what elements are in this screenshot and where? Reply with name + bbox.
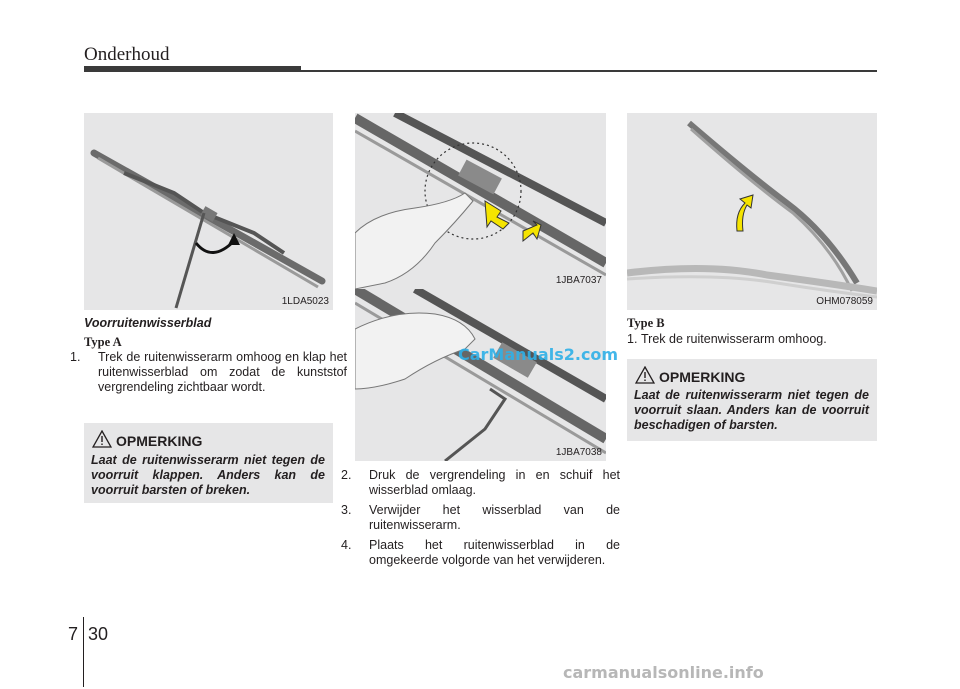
warning-icon [635, 366, 655, 384]
type-a-heading: Type A [84, 335, 122, 349]
type-b-heading: Type B [627, 316, 665, 330]
figure-lock-press [355, 113, 606, 289]
step-number: 1. [70, 350, 81, 364]
step-text: Druk de vergrendeling in en schuif het wisserblad omlaag. [369, 468, 620, 497]
step-3 [341, 503, 620, 533]
step-number: 3. [341, 503, 352, 517]
figure-code: OHM078059 [816, 296, 873, 307]
step-text: Trek de ruitenwisserarm omhoog. [641, 332, 827, 346]
step-1-type-a [70, 350, 347, 395]
figure-code: 1LDA5023 [281, 296, 329, 307]
step-text: Plaats het ruitenwisserblad in de omgekeerde volgorde van het verwijderen. [369, 538, 620, 567]
type-b-wiper-illustration [627, 113, 877, 310]
header-rule [301, 70, 877, 72]
chapter-number: 7 [68, 624, 79, 644]
page-number-divider [83, 617, 84, 687]
warning-icon [92, 430, 112, 448]
step-1-type-b [627, 332, 877, 347]
step-text: Verwijder het wisserblad van de ruitenwisserarm. [369, 503, 620, 532]
note-heading: OPMERKING [659, 369, 746, 385]
note-heading: OPMERKING [116, 433, 203, 449]
step-4 [341, 538, 620, 568]
wiper-blade-illustration [84, 113, 333, 310]
step-text: Trek de ruitenwisserarm omhoog en klap het ruitenwisserblad om zodat de kunststof vergrendeling zichtbaar wordt. [98, 350, 347, 394]
note-box-left [84, 423, 333, 503]
note-box-right [627, 359, 877, 441]
blade-slide-illustration [355, 289, 606, 461]
page-section-title: Onderhoud [84, 44, 170, 65]
figure-blade-slide [355, 289, 606, 461]
watermark-center: CarManuals2.com [458, 345, 619, 364]
figure-code: 1JBA7037 [555, 275, 602, 286]
step-number: 4. [341, 538, 352, 552]
header-bar [84, 66, 301, 72]
figure-wiper-arm-lift [84, 113, 333, 310]
note-text: Laat de ruitenwisserarm niet tegen de voorruit slaan. Anders kan de voorruit beschadigen of barsten. [634, 388, 869, 432]
note-text: Laat de ruitenwisserarm niet tegen de voorruit klappen. Anders kan de voorruit barsten of breken. [91, 453, 325, 497]
page-number: 30 [88, 624, 109, 644]
figure-caption: Voorruitenwisserblad [84, 316, 212, 330]
figure-type-b-arm [627, 113, 877, 310]
figure-code: 1JBA7038 [555, 447, 602, 458]
step-number: 1. [627, 332, 638, 346]
step-number: 2. [341, 468, 352, 482]
watermark-bottom: carmanualsonline.info [563, 663, 764, 682]
lock-press-illustration [355, 113, 606, 289]
step-2 [341, 468, 620, 498]
